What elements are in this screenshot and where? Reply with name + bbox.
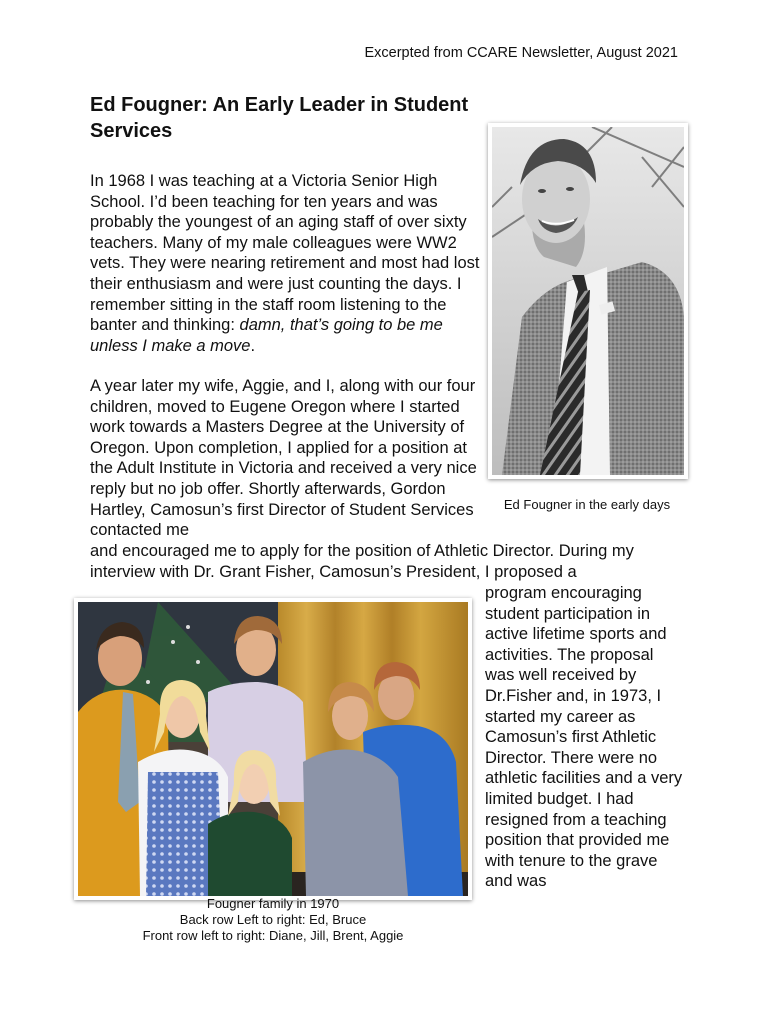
paragraph-4: program encouraging student participation in active lifetime sports and activities. The proposal was well received by Dr.Fisher and, in 1973, I started my career as Camosun’s first Athletic Director. There were no athletic facilities and a very limited budget. I had resigned from a teaching position that provided me with tenure to the grave and was	[485, 584, 683, 891]
paragraph-1-end: .	[250, 336, 256, 355]
portrait-photo	[488, 123, 688, 479]
family-caption-line-2: Back row Left to right: Ed, Bruce	[179, 912, 367, 927]
paragraph-1-text: In 1968 I was teaching at a Victoria Senior High School. I’d been teaching for ten years and was probably the youngest of an aging staff of over sixty teachers. Many of my male colleagues were WW2 vets. They were nearing retirement and most had lost their enthusiasm and were just counting the days. I remember sitting in the staff room listening to the banter and thinking:	[90, 172, 480, 335]
paragraph-1-italic: damn, that’s going to be me unless I make a move	[90, 316, 443, 355]
paragraph-2: A year later my wife, Aggie, and I, along with our four children, moved to Eugene Oregon where I started work towards a Masters Degree at the University of Oregon. Upon completion, I applied for a position at the Adult Institute in Victoria and received a very nice reply but no job offer. Shortly afterwards, Gordon Hartley, Camosun’s first Director of Student Services contacted me	[90, 377, 477, 540]
paragraph-1	[90, 171, 485, 356]
paragraph-3: and encouraged me to apply for the position of Athletic Director. During my interview with Dr. Grant Fisher, Camosun’s President, I proposed a	[90, 542, 634, 581]
family-photo	[74, 598, 472, 900]
family-caption-line-3: Front row left to right: Diane, Jill, Brent, Aggie	[142, 928, 404, 943]
newsletter-source: Excerpted from CCARE Newsletter, August 2021	[364, 45, 678, 61]
family-caption-line-1: Fougner family in 1970	[206, 896, 340, 911]
family-image	[78, 602, 468, 896]
article-title: Ed Fougner: An Early Leader in Student Services	[90, 94, 469, 142]
family-caption	[74, 896, 472, 944]
portrait-caption: Ed Fougner in the early days	[503, 497, 671, 512]
portrait-image	[492, 127, 684, 475]
